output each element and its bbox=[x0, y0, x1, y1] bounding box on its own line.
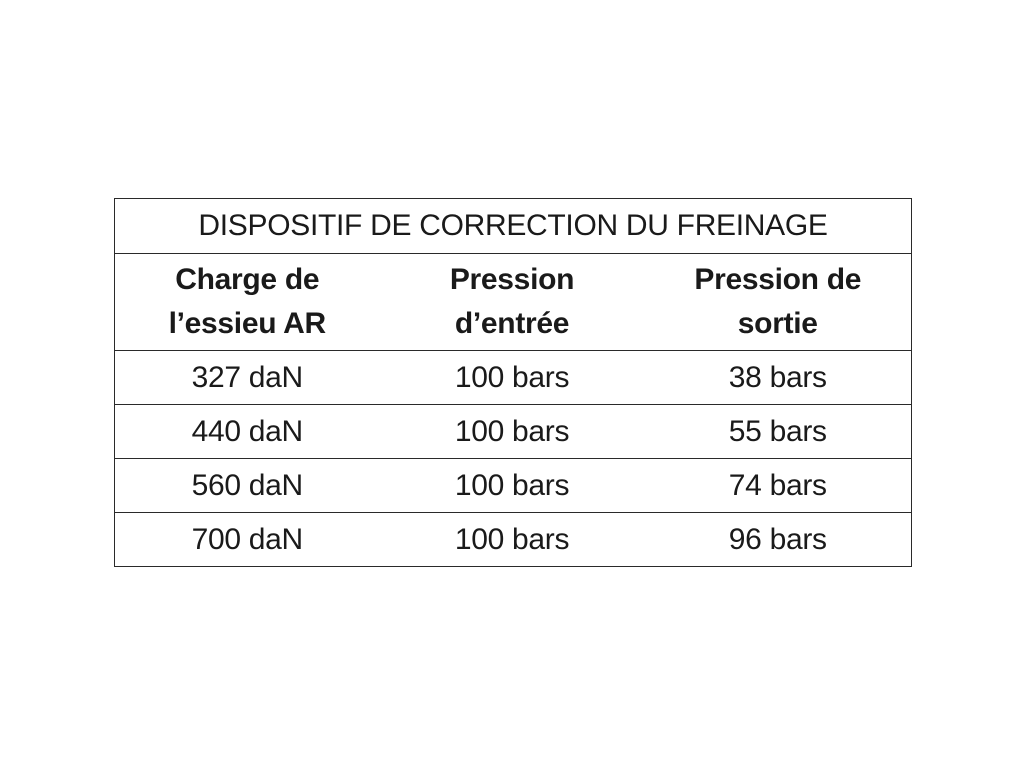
table-row bbox=[115, 351, 912, 405]
header-output-pressure bbox=[645, 254, 912, 351]
cell-output-pressure: 96 bars bbox=[645, 513, 912, 567]
cell-input-pressure: 100 bars bbox=[380, 513, 645, 567]
cell-input-pressure: 100 bars bbox=[380, 459, 645, 513]
cell-axle-load: 327 daN bbox=[115, 351, 380, 405]
header-axle-load bbox=[115, 254, 380, 351]
cell-input-pressure: 100 bars bbox=[380, 405, 645, 459]
header-axle-load-line1: Charge de bbox=[175, 263, 320, 296]
cell-output-pressure: 55 bars bbox=[645, 405, 912, 459]
table-row bbox=[115, 513, 912, 567]
header-output-pressure-line2: sortie bbox=[737, 307, 818, 340]
braking-correction-table bbox=[114, 198, 912, 567]
table-row bbox=[115, 459, 912, 513]
table-row bbox=[115, 405, 912, 459]
header-input-pressure bbox=[380, 254, 645, 351]
table-title: DISPOSITIF DE CORRECTION DU FREINAGE bbox=[115, 199, 912, 254]
cell-axle-load: 700 daN bbox=[115, 513, 380, 567]
cell-axle-load: 560 daN bbox=[115, 459, 380, 513]
cell-output-pressure: 38 bars bbox=[645, 351, 912, 405]
cell-input-pressure: 100 bars bbox=[380, 351, 645, 405]
header-row bbox=[115, 254, 912, 351]
cell-output-pressure: 74 bars bbox=[645, 459, 912, 513]
header-input-pressure-line1: Pression bbox=[449, 263, 575, 296]
title-row bbox=[115, 199, 912, 254]
header-output-pressure-line1: Pression de bbox=[694, 263, 862, 296]
cell-axle-load: 440 daN bbox=[115, 405, 380, 459]
header-axle-load-line2: l’essieu AR bbox=[168, 307, 326, 340]
header-input-pressure-line2: d’entrée bbox=[454, 307, 570, 340]
